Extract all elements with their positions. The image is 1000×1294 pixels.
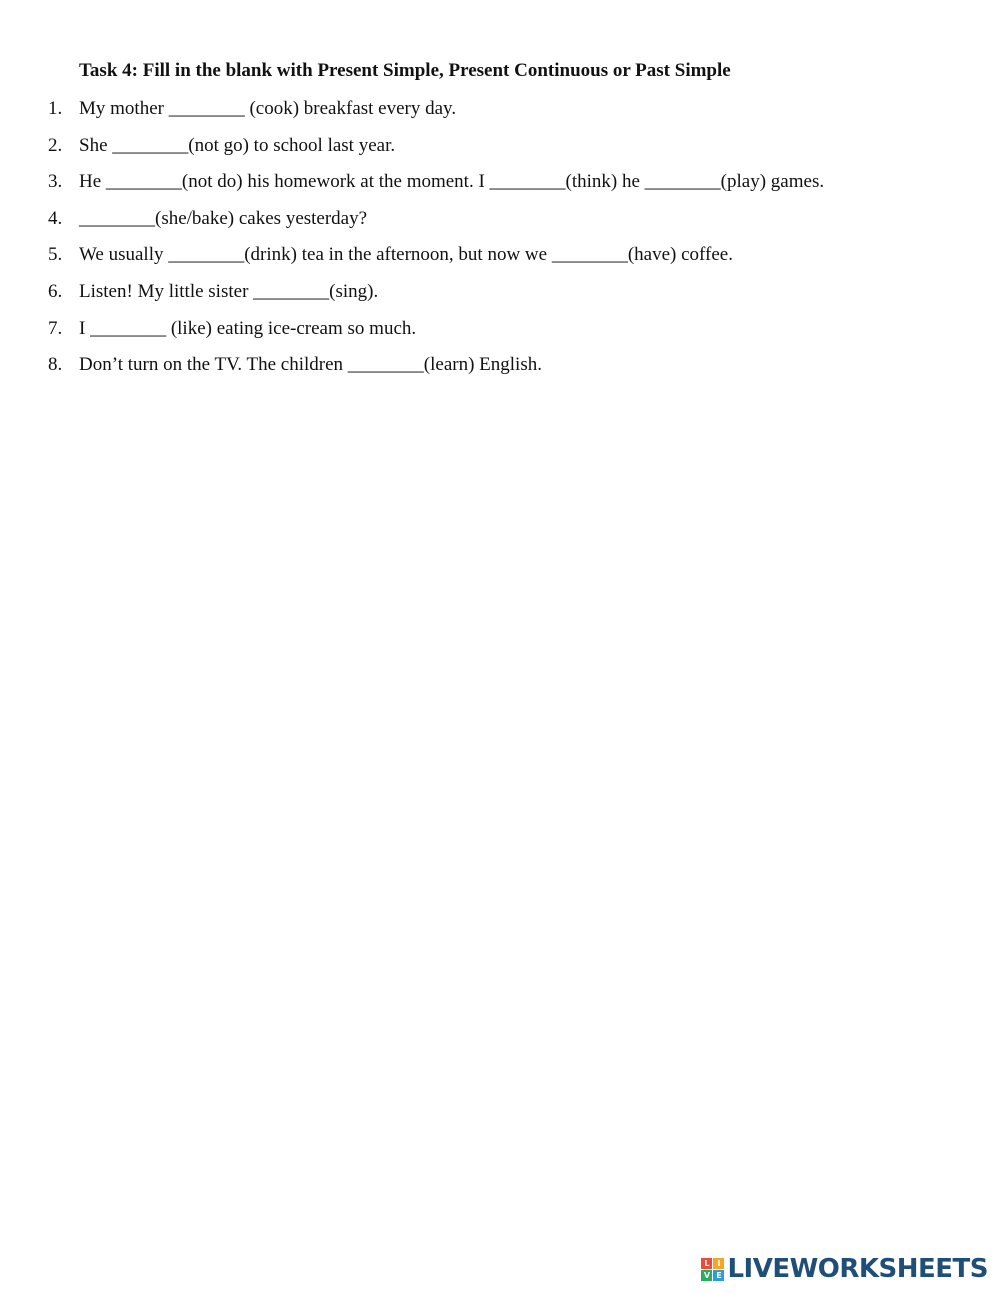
- exercise-item-1: [0, 96, 1000, 133]
- item-text: She ________(not go) to school last year.: [79, 134, 396, 156]
- logo-mark-letter: E: [713, 1270, 724, 1281]
- item-number: 2.: [48, 134, 63, 156]
- task-title: Task 4: Fill in the blank with Present Simple, Present Continuous or Past Simple: [79, 60, 731, 81]
- item-text: Listen! My little sister ________(sing).: [79, 280, 379, 302]
- item-text: I ________ (like) eating ice-cream so much.: [79, 317, 417, 339]
- item-number: 3.: [48, 171, 63, 193]
- exercise-item-7: [0, 316, 1000, 353]
- exercise-item-2: [0, 133, 1000, 170]
- item-text: My mother ________ (cook) breakfast every day.: [79, 98, 457, 119]
- exercise-item-4: [0, 206, 1000, 243]
- logo-text: LIVEWORKSHEETS: [727, 1254, 988, 1284]
- item-number: 6.: [48, 280, 63, 302]
- item-number: 5.: [48, 244, 63, 266]
- logo-mark-letter: I: [713, 1258, 724, 1269]
- logo-mark-letter: V: [701, 1270, 712, 1281]
- exercise-list: [0, 96, 1000, 389]
- item-text: Don’t turn on the TV. The children ________(learn) English.: [79, 354, 542, 376]
- item-number: 7.: [48, 317, 63, 339]
- item-number: 1.: [48, 98, 63, 119]
- exercise-item-5: [0, 242, 1000, 279]
- item-text: We usually ________(drink) tea in the afternoon, but now we ________(have) coffee.: [79, 244, 733, 266]
- liveworksheets-logo: [701, 1254, 988, 1284]
- exercise-item-3: [0, 169, 1000, 206]
- item-text: ________(she/bake) cakes yesterday?: [79, 207, 368, 229]
- exercise-item-6: [0, 279, 1000, 316]
- liveworksheets-logo-icon: [701, 1258, 724, 1281]
- item-number: 4.: [48, 207, 63, 229]
- logo-mark-letter: L: [701, 1258, 712, 1269]
- item-number: 8.: [48, 354, 63, 376]
- exercise-item-8: [0, 352, 1000, 389]
- item-text: He ________(not do) his homework at the moment. I ________(think) he ________(play) games.: [79, 171, 825, 193]
